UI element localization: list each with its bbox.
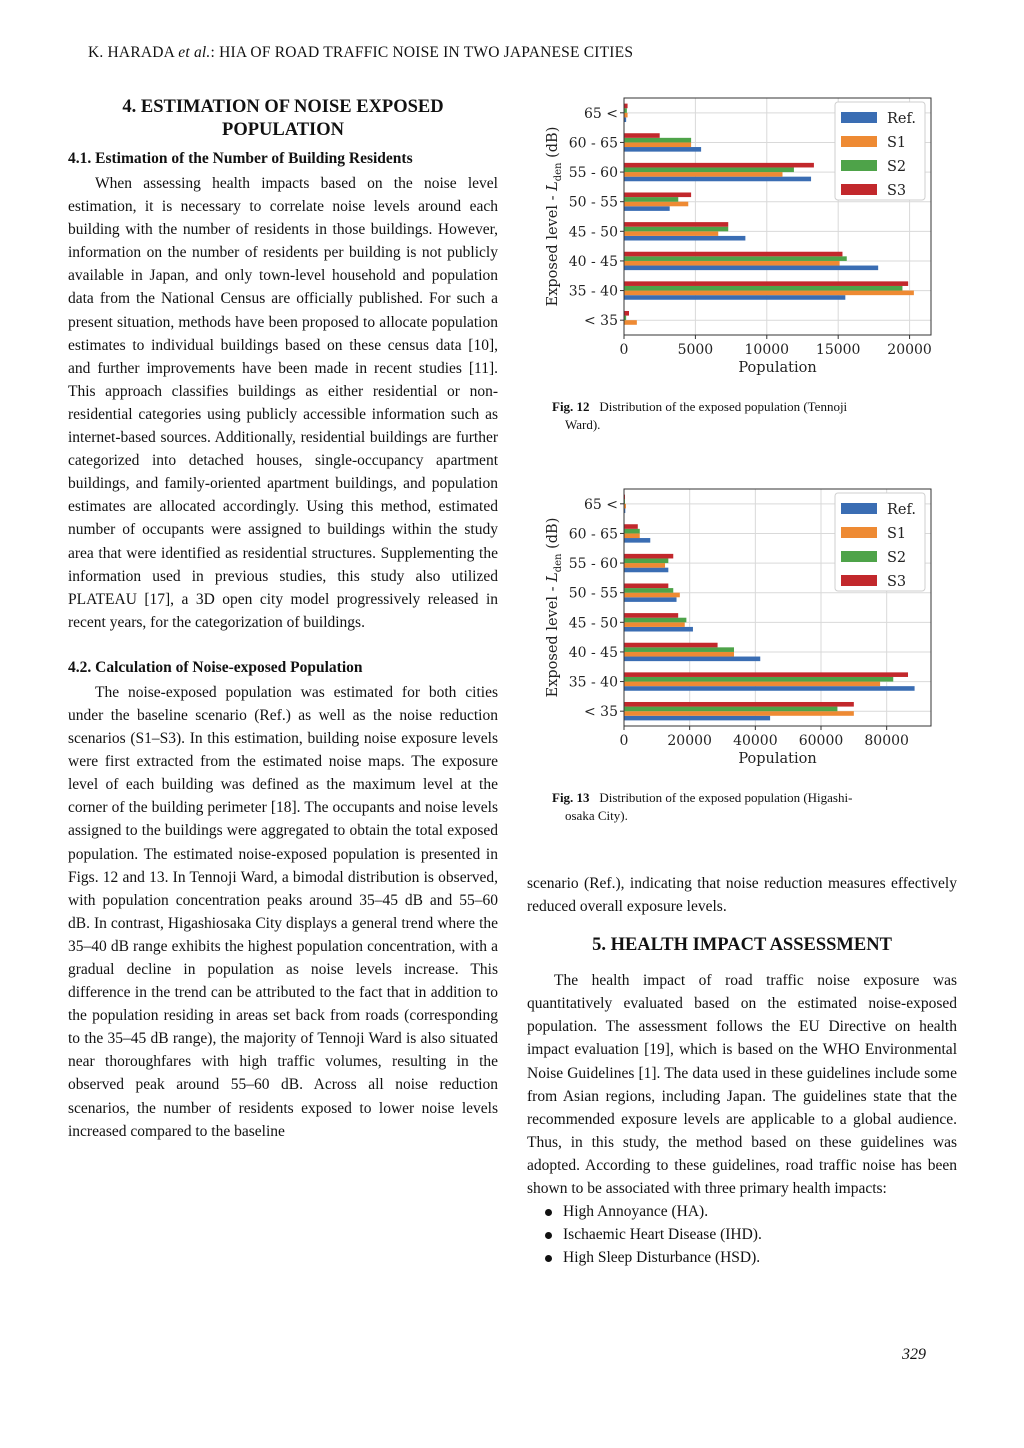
bar-s1	[624, 320, 637, 325]
y-tick-label: 45 - 50	[568, 224, 618, 241]
left-column	[68, 96, 498, 1143]
fig12-label: Fig. 12	[552, 399, 590, 414]
fig13-caption-line1: Distribution of the exposed population (Higashi-	[599, 790, 853, 805]
legend-swatch	[841, 551, 877, 562]
legend-label: S2	[887, 159, 907, 175]
bar-s3	[624, 524, 638, 529]
section-4-heading	[68, 96, 498, 142]
running-head	[88, 44, 633, 62]
y-tick-label: 35 - 40	[568, 674, 618, 691]
bar-s3	[624, 104, 628, 109]
figure-13	[527, 481, 957, 771]
section-4-heading-line1: 4. ESTIMATION OF NOISE EXPOSED	[122, 97, 444, 117]
bar-s2	[624, 256, 847, 261]
y-tick-label: < 35	[584, 313, 618, 330]
health-impact-list	[527, 1200, 957, 1269]
y-tick-label: 60 - 65	[568, 135, 618, 152]
legend-label: S2	[887, 550, 907, 566]
legend-swatch	[841, 184, 877, 195]
bar-ref	[624, 716, 770, 721]
bar-s3	[624, 192, 691, 197]
fig12-caption	[552, 398, 932, 434]
x-tick-label: 60000	[798, 733, 844, 749]
legend-label: S3	[887, 574, 907, 590]
x-tick-label: 10000	[744, 342, 790, 358]
legend-label: S3	[887, 183, 907, 199]
y-tick-label: < 35	[584, 704, 618, 721]
y-tick-label: 40 - 45	[568, 644, 618, 661]
legend-label: Ref.	[887, 502, 916, 518]
subsection-4-2-paragraph: The noise-exposed population was estimated for both cities under the baseline scenario (Ref.) as well as the noise reduction scenarios (S1–S3). In this estimation, building noise exposure levels were first extracted from the estimated noise maps. The exposure level of each building was defined as the maximum level at the corner of the building perimeter [18]. The occupants and noise levels assigned to the buildings were aggregated to obtain the total exposed population. The estimated noise-exposed population is presented in Figs. 12 and 13. In Tennoji Ward, a bimodal distribution is observed, with population concentration peaks around 35–45 dB and 55–60 dB. In contrast, Higashiosaka City displays a general trend where the 35–40 dB range exhibits the highest population concentration, with a gradual decline in population as noise levels increase. This difference in the trend can be attributed to the fact that in addition to the population residing in areas set back from roads (corresponding to the 35–45 dB range), the majority of Tennoji Ward is also situated near thoroughfares with high traffic volumes, resulting in the observed peak around 55–60 dB. Across all noise reduction scenarios, the number of residents exposed to lower noise levels increased compared to the baseline	[68, 683, 498, 1140]
header-authors: K. HARADA	[88, 44, 175, 61]
legend-swatch	[841, 136, 877, 147]
bar-s1	[624, 711, 854, 716]
bar-s2	[624, 167, 794, 172]
list-item: Ischaemic Heart Disease (IHD).	[527, 1223, 957, 1246]
bar-s1	[624, 652, 734, 657]
bar-ref	[624, 568, 668, 573]
y-tick-label: 40 - 45	[568, 253, 618, 270]
list-item: High Sleep Disturbance (HSD).	[527, 1246, 957, 1269]
subsection-4-1-heading: 4.1. Estimation of the Number of Building Residents	[68, 150, 413, 167]
subsection-4-1-paragraph: When assessing health impacts based on the noise level estimation, it is necessary to correlate noise levels around each building with the number of residents in those buildings. However, information on the number of residents per building is not publicly available in Japan, and only town-level household and population data from the National Census are officially published. For such a present situation, methods have been proposed to allocate population estimates to individual buildings based on these census data [10], and further improvements have been made in recent studies [11]. This approach classifies buildings as either residential or non-residential categories using publicly accessible information such as internet-based sources. Additionally, residential buildings are further categorized into detached houses, single-occupancy apartment buildings, and family-oriented apartment buildings, and population estimates are allocated accordingly. Using this method, estimated number of occupants were assigned to buildings within the study area that were identified as residential structures. Supplementing the information used in previous studies, this study also utilized PLATEAU [17], a 3D open city model progressively released in recent years, for the categorization of buildings.	[68, 175, 498, 631]
bar-s1	[624, 563, 665, 568]
bar-s1	[624, 202, 688, 207]
header-title: : HIA OF ROAD TRAFFIC NOISE IN TWO JAPANESE CITIES	[210, 44, 634, 61]
figure-12	[527, 90, 957, 380]
y-tick-label: 45 - 50	[568, 615, 618, 632]
legend-swatch	[841, 503, 877, 514]
x-tick-label: 20000	[667, 733, 712, 749]
fig13-label: Fig. 13	[552, 790, 590, 805]
bar-s2	[624, 138, 691, 143]
legend-label: S1	[887, 135, 907, 151]
section-5-heading: 5. HEALTH IMPACT ASSESSMENT	[592, 935, 892, 956]
bar-s1	[624, 291, 914, 296]
y-axis-label: Exposed level - $L_{den}$ (dB)	[545, 126, 564, 307]
bar-s3	[624, 222, 728, 227]
y-tick-label: 50 - 55	[568, 585, 618, 602]
bar-ref	[624, 147, 701, 152]
fig12-caption-line2: Ward).	[565, 417, 601, 432]
fig13-caption	[552, 789, 932, 825]
bar-ref	[624, 266, 878, 271]
bar-s3	[624, 583, 668, 588]
bar-s1	[624, 142, 691, 147]
y-axis-label: Exposed level - $L_{den}$ (dB)	[545, 517, 564, 698]
y-tick-label: 55 - 60	[568, 556, 618, 573]
x-tick-label: 40000	[733, 733, 778, 749]
bar-s3	[624, 281, 908, 286]
bar-s3	[624, 554, 673, 559]
section-4-heading-line2: POPULATION	[222, 120, 344, 140]
bar-ref	[624, 538, 650, 543]
bar-ref	[624, 597, 677, 602]
bar-s2	[624, 227, 728, 232]
list-item: High Annoyance (HA).	[527, 1200, 957, 1223]
bar-s1	[624, 172, 782, 177]
legend-swatch	[841, 160, 877, 171]
bar-s2	[624, 588, 673, 593]
section-5-paragraph: The health impact of road traffic noise exposure was quantitatively evaluated based on the estimated noise-exposed population. The assessment follows the EU Directive on health impact evaluation [19], which is based on the WHO Environmental Noise Guidelines [1]. The data used in these guidelines include some from Asian regions, including Japan. The guidelines state that the recommended exposure levels are applicable to a global audience. Thus, in this study, the method based on these guidelines was adopted. According to these guidelines, road traffic noise has been shown to be associated with three primary health impacts:	[527, 972, 957, 1198]
bar-s1	[624, 231, 718, 236]
x-tick-label: 80000	[864, 733, 909, 749]
y-tick-label: 65 <	[584, 496, 618, 513]
bar-s2	[624, 558, 668, 563]
legend-label: S1	[887, 526, 907, 542]
fig12-chart	[527, 90, 957, 380]
x-tick-label: 15000	[815, 342, 861, 358]
bar-ref	[624, 236, 745, 241]
bullet-icon	[545, 1209, 552, 1216]
x-tick-label: 0	[619, 733, 629, 749]
fig13-chart	[527, 481, 957, 771]
y-tick-label: 50 - 55	[568, 194, 618, 211]
bar-s2	[624, 677, 893, 682]
bar-s3	[624, 702, 854, 707]
bar-ref	[624, 177, 811, 182]
page-number: 329	[902, 1346, 926, 1363]
y-tick-label: 55 - 60	[568, 165, 618, 182]
x-tick-label: 5000	[677, 342, 714, 358]
bar-ref	[624, 627, 693, 632]
continued-paragraph: scenario (Ref.), indicating that noise reduction measures effectively reduced overall exposure levels.	[527, 875, 957, 916]
bar-s2	[624, 618, 686, 623]
bar-s1	[624, 113, 628, 118]
legend-swatch	[841, 527, 877, 538]
x-axis-label: Population	[738, 751, 817, 767]
bullet-icon	[545, 1255, 552, 1262]
bar-s1	[624, 533, 640, 538]
header-etal: et al.	[178, 44, 211, 61]
bullet-icon	[545, 1232, 552, 1239]
bar-s3	[624, 133, 660, 138]
bar-s1	[624, 682, 880, 687]
bar-s3	[624, 252, 842, 257]
y-tick-label: 65 <	[584, 105, 618, 122]
x-axis-label: Population	[738, 360, 817, 376]
y-tick-label: 60 - 65	[568, 526, 618, 543]
bar-s2	[624, 647, 734, 652]
y-tick-label: 35 - 40	[568, 283, 618, 300]
legend-swatch	[841, 112, 877, 123]
bar-s2	[624, 286, 902, 291]
x-tick-label: 20000	[887, 342, 932, 358]
bar-ref	[624, 206, 670, 211]
bar-s2	[624, 529, 640, 534]
legend-label: Ref.	[887, 111, 916, 127]
bar-s3	[624, 672, 908, 677]
bar-s2	[624, 197, 678, 202]
bar-s1	[624, 593, 680, 598]
bar-s2	[624, 707, 837, 712]
bar-ref	[624, 657, 760, 662]
bar-ref	[624, 686, 915, 691]
bar-s3	[624, 311, 629, 316]
fig13-caption-line2: osaka City).	[565, 808, 628, 823]
bar-s1	[624, 261, 840, 266]
bar-s3	[624, 163, 814, 168]
legend-swatch	[841, 575, 877, 586]
fig12-caption-line1: Distribution of the exposed population (Tennoji	[599, 399, 848, 414]
x-tick-label: 0	[619, 342, 629, 358]
bar-s3	[624, 643, 718, 648]
bar-s3	[624, 613, 678, 618]
bar-s1	[624, 622, 685, 627]
subsection-4-2-heading: 4.2. Calculation of Noise-exposed Population	[68, 658, 363, 676]
right-column	[527, 872, 957, 1269]
bar-ref	[624, 295, 845, 300]
